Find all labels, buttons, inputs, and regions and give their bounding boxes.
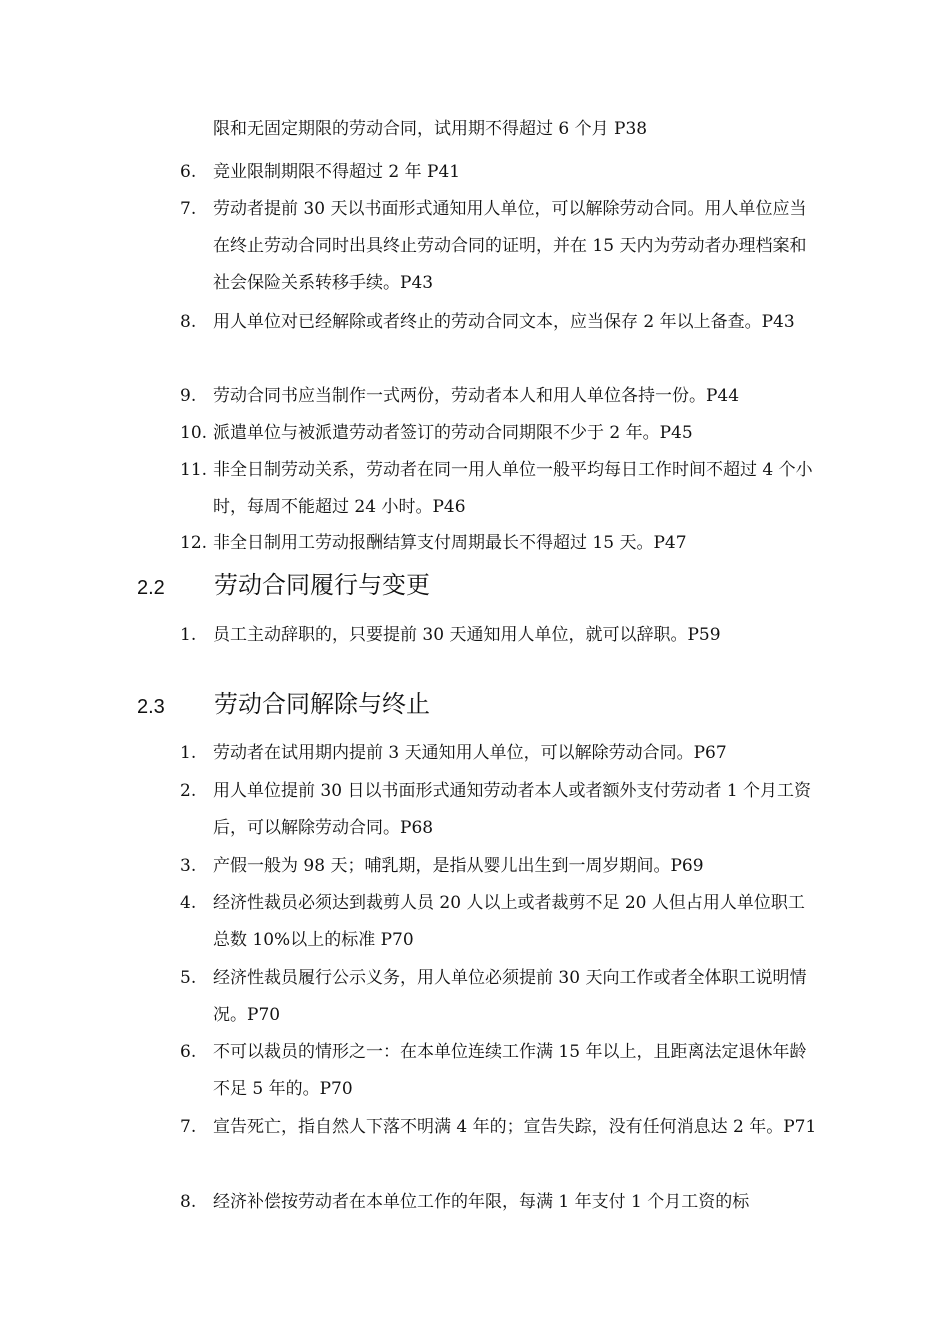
item-text: 宣告死亡，指自然人下落不明满 4 年的；宣告失踪，没有任何消息达 2 年。P71 xyxy=(213,1117,817,1137)
list-item xyxy=(180,1034,820,1108)
item-number: 2. xyxy=(180,781,197,801)
item-number: 8. xyxy=(180,1192,197,1212)
item-number: 6. xyxy=(180,1042,197,1062)
list-item xyxy=(180,735,820,772)
list-item xyxy=(180,1184,820,1221)
item-number: 12. xyxy=(180,533,208,553)
item-number: 10. xyxy=(180,423,208,443)
item-text: 非全日制用工劳动报酬结算支付周期最长不得超过 15 天。P47 xyxy=(213,533,687,553)
list-item xyxy=(180,452,820,526)
item-text: 劳动者在试用期内提前 3 天通知用人单位，可以解除劳动合同。P67 xyxy=(213,743,727,763)
item-text: 竞业限制期限不得超过 2 年 P41 xyxy=(213,162,461,182)
item-number: 9. xyxy=(180,386,197,406)
item-text: 用人单位对已经解除或者终止的劳动合同文本，应当保存 2 年以上备查。P43 xyxy=(213,312,795,332)
item-text: 员工主动辞职的，只要提前 30 天通知用人单位，就可以辞职。P59 xyxy=(213,625,721,645)
item-text: 劳动合同书应当制作一式两份，劳动者本人和用人单位各持一份。P44 xyxy=(213,386,740,406)
list-item xyxy=(180,154,820,191)
list-item xyxy=(180,1109,820,1146)
list-item xyxy=(180,885,820,959)
section-number: 2.2 xyxy=(137,577,165,599)
item-text: 产假一般为 98 天；哺乳期，是指从婴儿出生到一周岁期间。P69 xyxy=(213,856,704,876)
list-item xyxy=(180,773,820,847)
item-text: 经济性裁员必须达到裁剪人员 20 人以上或者裁剪不足 20 人但占用人单位职工总数 10%以上的标准 P70 xyxy=(213,893,805,950)
item-number: 6. xyxy=(180,162,197,182)
item-number: 11. xyxy=(180,460,208,480)
item-text: 非全日制劳动关系，劳动者在同一用人单位一般平均每日工作时间不超过 4 个小时，每周不能超过 24 小时。P46 xyxy=(213,460,813,517)
item-number: 7. xyxy=(180,199,197,219)
section-number: 2.3 xyxy=(137,696,165,718)
item-number: 8. xyxy=(180,312,197,332)
list-item xyxy=(180,617,820,654)
list-item xyxy=(180,378,820,415)
item-text: 经济补偿按劳动者在本单位工作的年限，每满 1 年支付 1 个月工资的标 xyxy=(213,1192,750,1212)
section-title: 劳动合同履行与变更 xyxy=(214,571,430,599)
list-item xyxy=(180,525,820,562)
section-title: 劳动合同解除与终止 xyxy=(214,690,430,718)
item-text: 劳动者提前 30 天以书面形式通知用人单位，可以解除劳动合同。用人单位应当在终止劳动合同时出具终止劳动合同的证明，并在 15 天内为劳动者办理档案和社会保险关系转移手续。P43 xyxy=(213,199,807,293)
item-number: 7. xyxy=(180,1117,197,1137)
continuation-line: 限和无固定期限的劳动合同，试用期不得超过 6 个月 P38 xyxy=(213,119,648,139)
item-number: 3. xyxy=(180,856,197,876)
list-item xyxy=(180,848,820,885)
list-item xyxy=(180,960,820,1034)
item-text: 派遣单位与被派遣劳动者签订的劳动合同期限不少于 2 年。P45 xyxy=(213,423,693,443)
item-text: 用人单位提前 30 日以书面形式通知劳动者本人或者额外支付劳动者 1 个月工资后，可以解除劳动合同。P68 xyxy=(213,781,812,838)
list-item xyxy=(180,304,820,341)
item-text: 不可以裁员的情形之一：在本单位连续工作满 15 年以上，且距离法定退休年龄不足 5 年的。P70 xyxy=(213,1042,807,1099)
list-item xyxy=(180,415,820,452)
list-item xyxy=(180,191,820,302)
item-text: 经济性裁员履行公示义务，用人单位必须提前 30 天向工作或者全体职工说明情况。P70 xyxy=(213,968,807,1025)
item-number: 4. xyxy=(180,893,197,913)
item-number: 1. xyxy=(180,625,197,645)
item-number: 1. xyxy=(180,743,197,763)
item-number: 5. xyxy=(180,968,197,988)
